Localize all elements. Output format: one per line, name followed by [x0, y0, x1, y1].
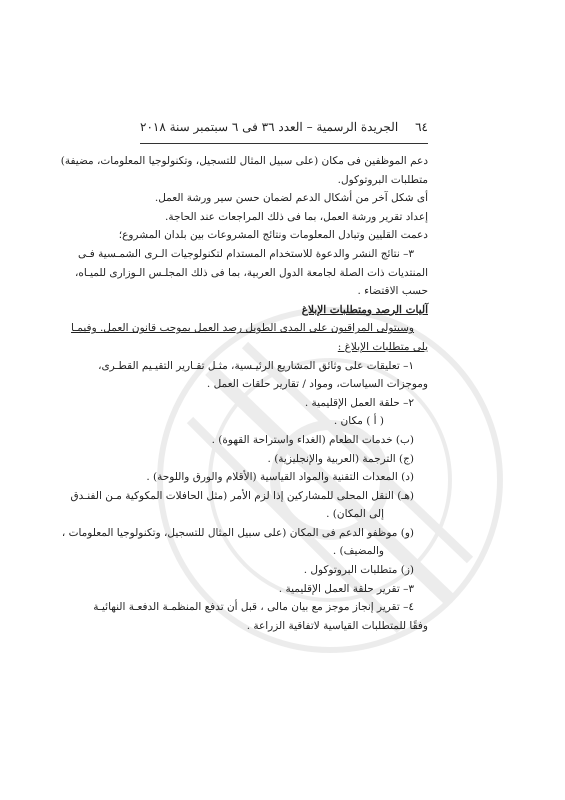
list-item: ٤– تقرير إنجاز موجز مع بيان مالى ، قبل أن تدفع المنظمـة الدفعـة النهائيـة — [93, 601, 414, 614]
body-line: أى شكل آخر من أشكال الدعم لضمان حسن سير ورشة العمل. — [154, 192, 428, 205]
sub-list-item: (ز) متطلبات البروتوكول . — [303, 564, 414, 577]
body-line: دعم الموظفين فى مكان (على سبيل المثال للتسجيل، وتكنولوجيا المعلومات، مضيفة) — [60, 155, 428, 167]
header-title: الجريدة الرسمية – العدد ٣٦ فى ٦ سبتمبر سنة ٢٠١٨ — [140, 120, 399, 134]
sub-list-item: (د) المعدات التقنية والمواد القياسية (الأقلام والورق واللوحة) . — [146, 471, 414, 484]
page-number: ٦٤ — [415, 120, 428, 134]
body-line: ٣– نتائج النشر والدعوة للاستخدام المستدام لتكنولوجيات الـرى الشمـسية فـى — [77, 247, 414, 260]
list-item: ٢– حلقة العمل الإقليمية . — [304, 396, 414, 409]
document-body — [60, 152, 428, 635]
body-line: وسيتولى المراقبون على المدى الطويل رصد العمل بموجب قانون العمل. وفيمـا — [71, 322, 414, 335]
body-line: يلى متطلبات الإبلاغ : — [337, 340, 428, 353]
list-item: ١– تعليقات على وثائق المشاريع الرئيـسية، مثـل تقـارير التقيـيم القطـرى، — [98, 359, 414, 372]
header-divider — [140, 143, 428, 144]
list-item: ٣– تقرير حلقة العمل الإقليمية . — [278, 582, 414, 595]
body-line: دعمت القليين وتبادل المعلومات ونتائج المشروعات بين بلدان المشروع؛ — [118, 229, 428, 242]
body-line: متطلبات البروتوكول. — [337, 173, 428, 186]
page-header — [140, 120, 428, 134]
section-heading: آليات الرصد ومتطلبات الإبلاغ — [301, 303, 428, 316]
list-item-continuation: وموجزات السياسات، ومواد / تقارير حلقات العمل . — [206, 378, 428, 391]
body-line: حسب الاقتضاء . — [357, 285, 428, 298]
sub-list-item: (هـ) النقل المحلى للمشاركين إذا لزم الأمر (مثل الحافلات المكوكية مـن الفنـدق — [70, 489, 414, 502]
sub-list-item-continuation: إلى المكان) . — [326, 508, 384, 521]
sub-list-item: ( أ ) مكان . — [333, 415, 384, 428]
sub-list-item: (ج) الترجمة (العربية والإنجليزية) . — [267, 452, 414, 465]
sub-list-item: (ب) خدمات الطعام (الغداء واستراحة القهوة) . — [211, 433, 414, 446]
list-item-continuation: وفقًا للمتطلبات القياسية لاتفاقية الزراعة . — [246, 619, 428, 632]
body-line: إعداد تقرير ورشة العمل، بما فى ذلك المراجعات عند الحاجة. — [165, 210, 428, 223]
body-line: المنتديات ذات الصلة لجامعة الدول العربية، بما فى ذلك المجلـس الـوزارى للميـاه، — [74, 266, 428, 279]
sub-list-item: (و) موظفو الدعم فى المكان (على سبيل المثال للتسجيل، وتكنولوجيا المعلومات ، — [61, 526, 414, 539]
sub-list-item-continuation: والمضيف) . — [332, 545, 384, 558]
